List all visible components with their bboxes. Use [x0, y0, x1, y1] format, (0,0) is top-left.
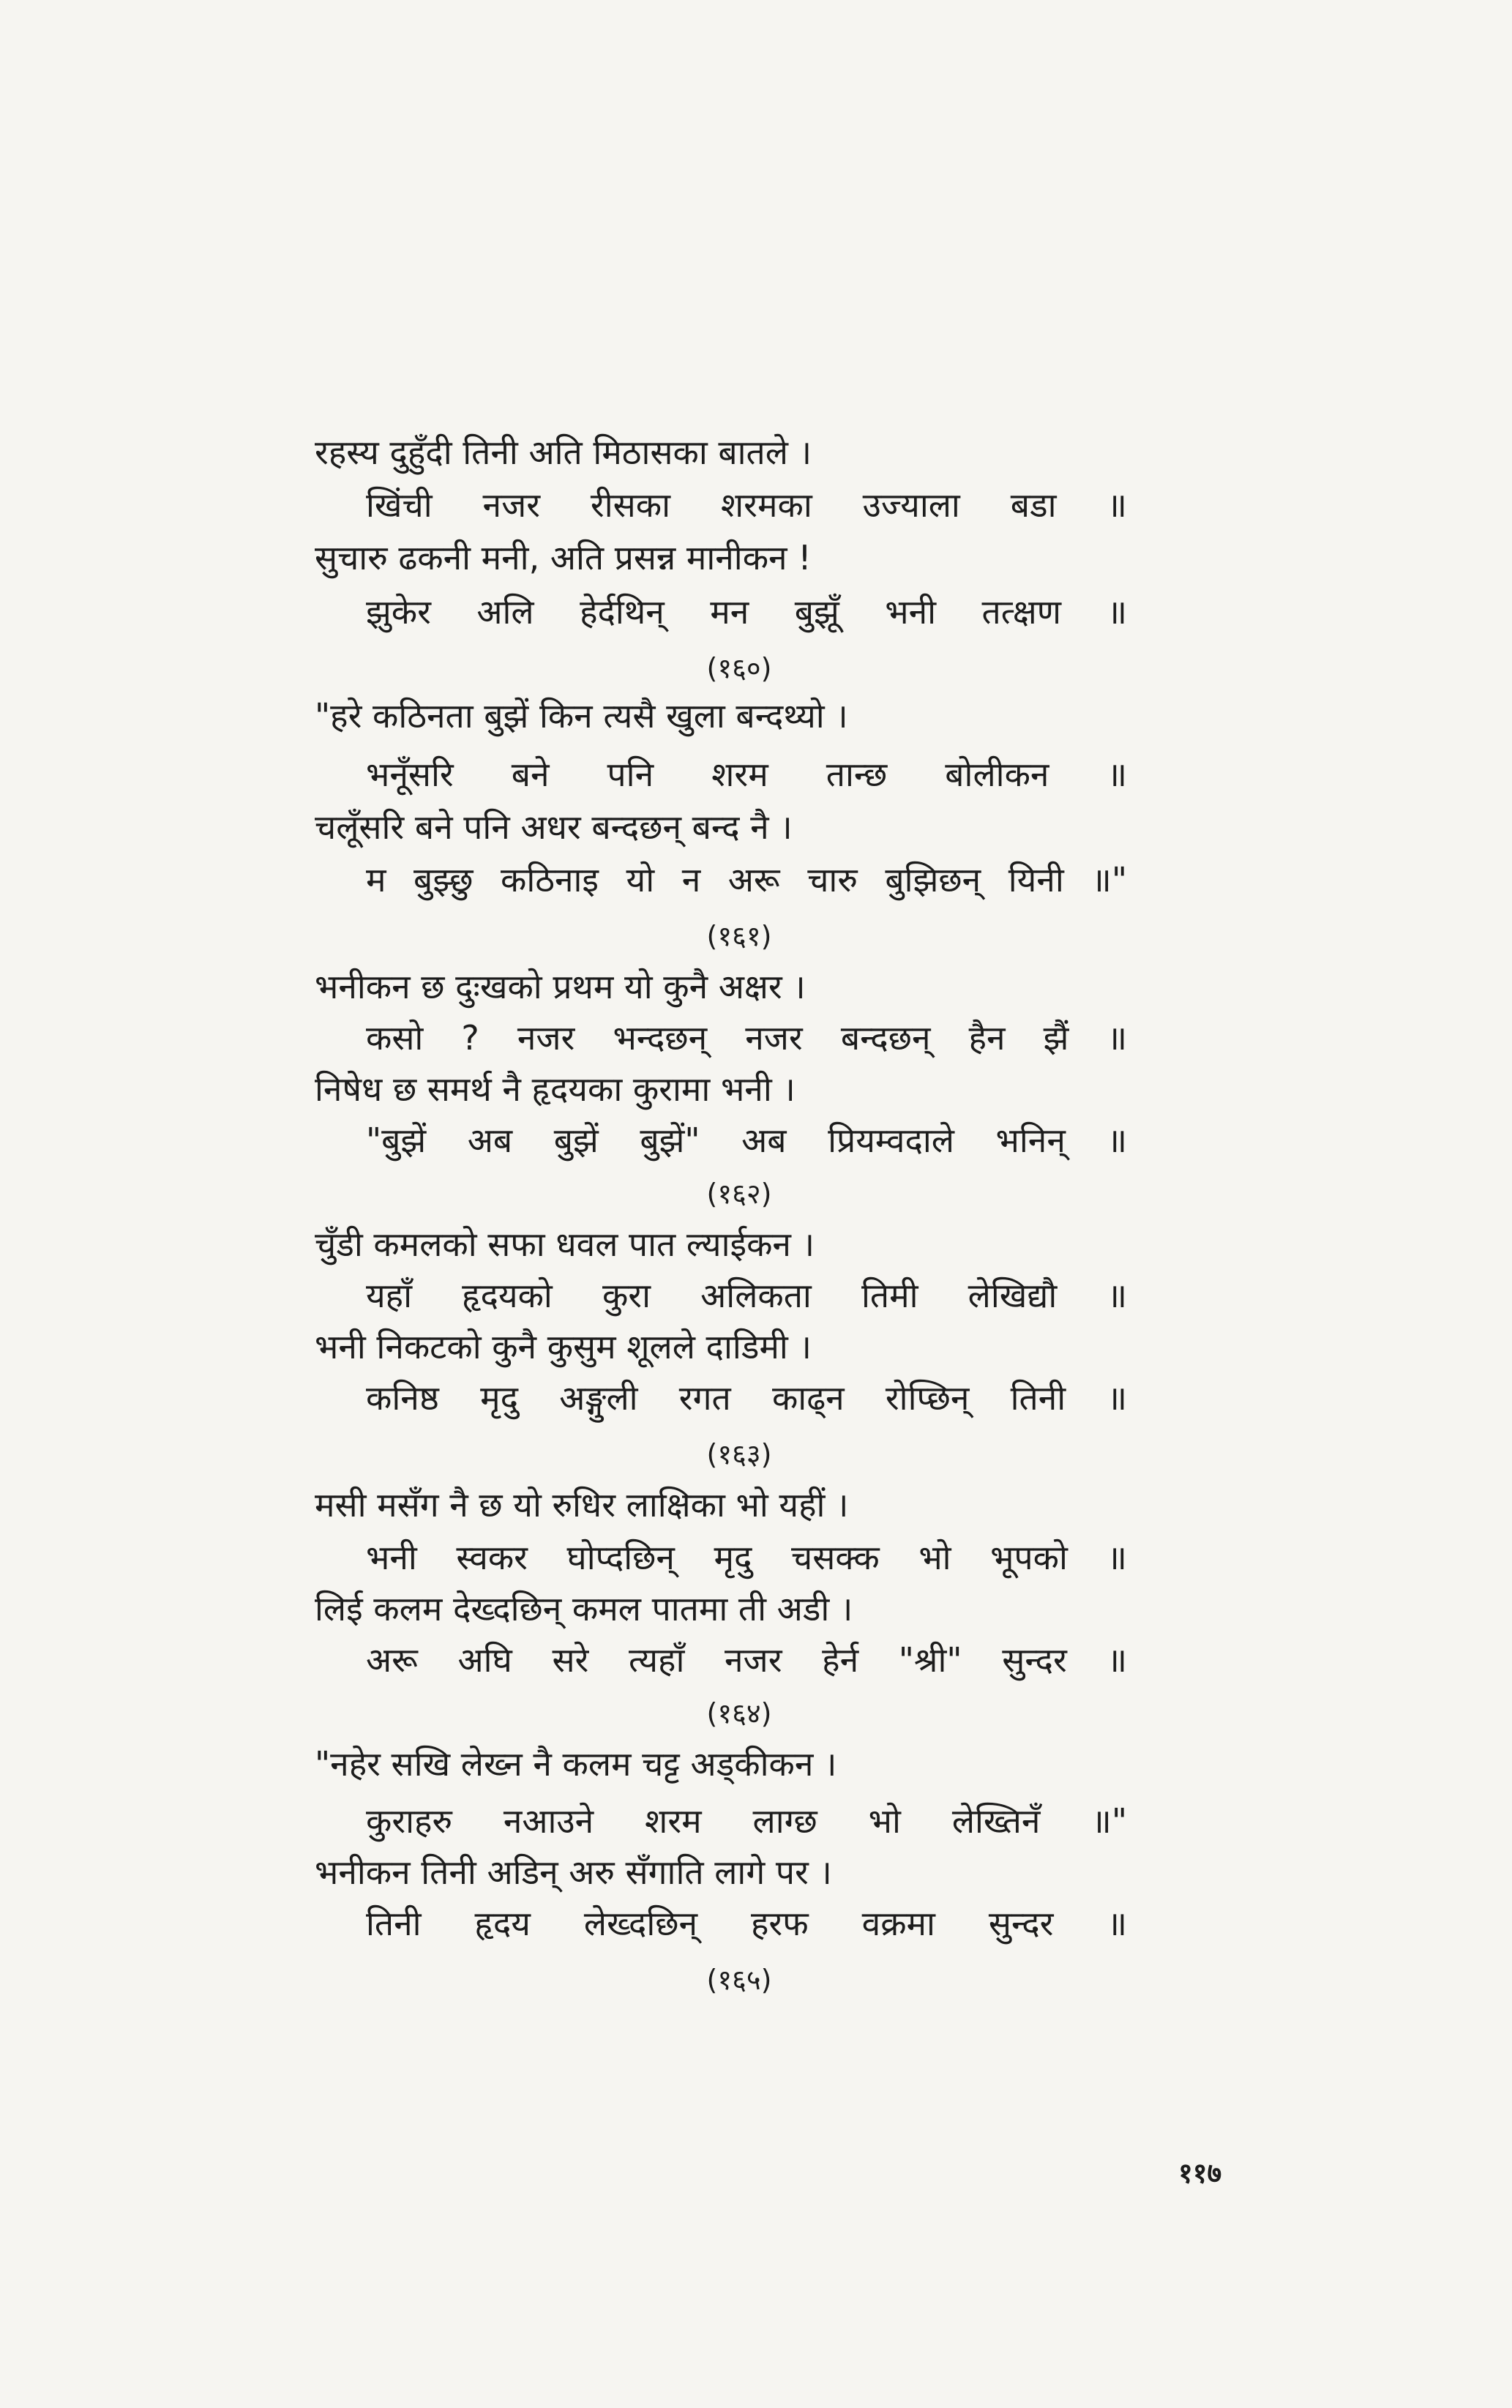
verse-line: भनूँसरि बने पनि शरम तान्छ बोलीकन ॥	[366, 755, 1127, 794]
verse-line: चुँडी कमलको सफा धवल पात ल्याईकन ।	[315, 1224, 815, 1264]
verse-line: भनी स्वकर घोप्दछिन् मृदु चसक्क भो भूपको ॥	[366, 1538, 1127, 1577]
stanza-number: (१६१)	[706, 920, 772, 952]
verse-line: चलूँसरि बने पनि अधर बन्दछन् बन्द नै ।	[315, 807, 793, 847]
verse-line: निषेध छ समर्थ नै हृदयका कुरामा भनी ।	[315, 1069, 796, 1109]
verse-line: म बुझ्छु कठिनाइ यो न अरू चारु बुझिछन् यिनी ॥"	[366, 860, 1127, 900]
verse-line: मसी मसँग नै छ यो रुधिर लाक्षिका भो यहीं ।	[315, 1485, 849, 1525]
verse-line: रहस्य दुहुँदी तिनी अति मिठासका बातले ।	[315, 433, 812, 472]
verse-line: अरू अघि सरे त्यहाँ नजर हेर्न "श्री" सुन्दर ॥	[366, 1640, 1127, 1680]
page-number: ११७	[1178, 2157, 1222, 2189]
verse-line: भनीकन छ दुःखको प्रथम यो कुनै अक्षर ।	[315, 967, 806, 1006]
verse-line: लिई कलम देख्दछिन् कमल पातमा ती अडी ।	[315, 1589, 853, 1629]
verse-line: कसो ? नजर भन्दछन् नजर बन्दछन् हैन झैं ॥	[366, 1018, 1127, 1058]
verse-line: "बुझें अब बुझें बुझें" अब प्रियम्वदाले भनिन् ॥	[366, 1121, 1127, 1160]
stanza-number: (१६५)	[706, 1964, 772, 1996]
verse-line: कनिष्ठ मृदु अङ्गुली रगत काढ्न रोप्छिन् तिनी ॥	[366, 1378, 1127, 1418]
stanza-number: (१६३)	[706, 1438, 772, 1470]
verse-line: "हरे कठिनता बुझें किन त्यसै खुला बन्दथ्यो ।	[315, 696, 848, 736]
verse-line: झुकेर अलि हेर्दथिन् मन बुझूँ भनी तत्क्षण ॥	[366, 592, 1127, 632]
stanza-number: (१६४)	[706, 1697, 772, 1730]
verse-line: "नहेर सखि लेख्न नै कलम चट्ट अड्कीकन ।	[315, 1744, 837, 1784]
stanza-number: (१६२)	[706, 1178, 772, 1210]
verse-line: खिंची नजर रीसका शरमका उज्याला बडा ॥	[366, 485, 1127, 525]
verse-line: कुराहरु नआउने शरम लाग्छ भो लेख्तिनँ ॥"	[366, 1801, 1127, 1841]
verse-line: यहाँ हृदयको कुरा अलिकता तिमी लेखिद्यौ ॥	[366, 1276, 1127, 1315]
stanza-number: (१६०)	[706, 652, 772, 684]
verse-line: सुचारु ढकनी मनी, अति प्रसन्न मानीकन !	[315, 538, 812, 577]
verse-line: भनीकन तिनी अडिन् अरु सँगाति लागे पर ।	[315, 1852, 832, 1892]
verse-line: भनी निकटको कुनै कुसुम शूलले दाडिमी ।	[315, 1327, 812, 1366]
verse-line: तिनी हृदय लेख्दछिन् हरफ वक्रमा सुन्दर ॥	[366, 1904, 1127, 1943]
